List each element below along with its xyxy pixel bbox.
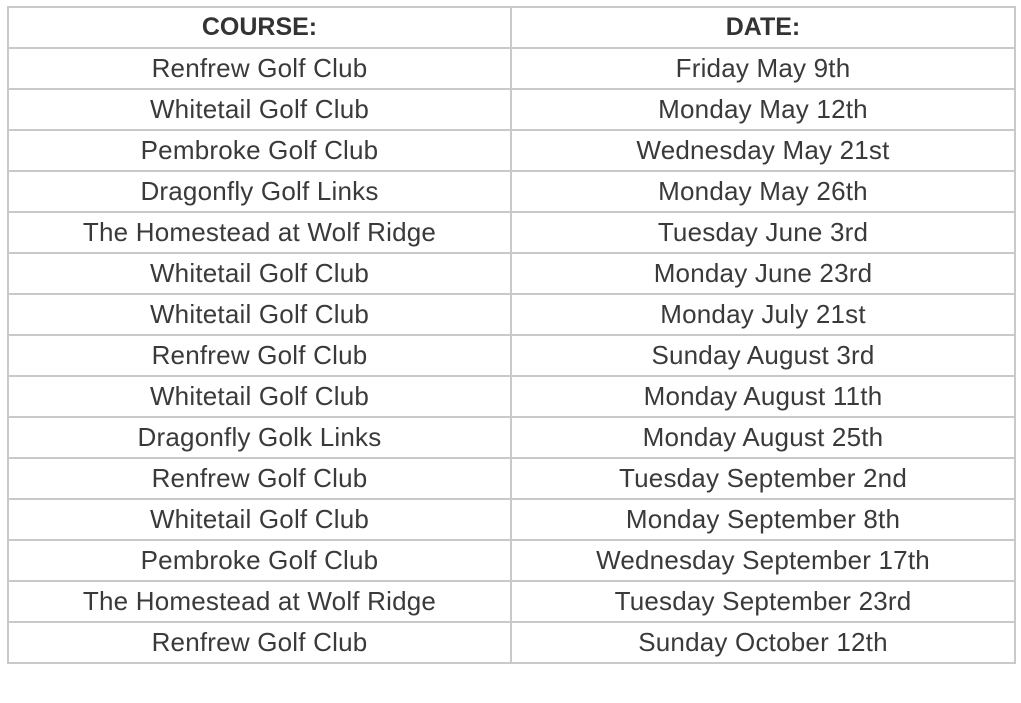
date-cell: Monday September 8th [511,499,1015,540]
table-row [8,130,1015,171]
schedule-table [7,6,1016,664]
course-cell: Whitetail Golf Club [8,253,511,294]
table-row [8,499,1015,540]
table-row [8,171,1015,212]
course-cell: The Homestead at Wolf Ridge [8,212,511,253]
table-header [8,7,1015,48]
table-body [8,48,1015,663]
course-cell: Dragonfly Golf Links [8,171,511,212]
course-column-header: COURSE: [8,7,511,48]
course-cell: Whitetail Golf Club [8,499,511,540]
date-cell: Tuesday September 2nd [511,458,1015,499]
table-row [8,581,1015,622]
date-cell: Friday May 9th [511,48,1015,89]
table-row [8,212,1015,253]
course-cell: The Homestead at Wolf Ridge [8,581,511,622]
date-cell: Sunday August 3rd [511,335,1015,376]
course-cell: Whitetail Golf Club [8,376,511,417]
table-row [8,376,1015,417]
course-cell: Renfrew Golf Club [8,335,511,376]
course-cell: Pembroke Golf Club [8,540,511,581]
table-row [8,540,1015,581]
date-cell: Tuesday September 23rd [511,581,1015,622]
header-row [8,7,1015,48]
date-cell: Wednesday September 17th [511,540,1015,581]
course-cell: Renfrew Golf Club [8,622,511,663]
course-cell: Pembroke Golf Club [8,130,511,171]
date-cell: Wednesday May 21st [511,130,1015,171]
table-row [8,417,1015,458]
course-cell: Renfrew Golf Club [8,458,511,499]
table-row [8,622,1015,663]
date-cell: Monday July 21st [511,294,1015,335]
date-cell: Monday May 26th [511,171,1015,212]
table-row [8,89,1015,130]
table-row [8,294,1015,335]
date-cell: Tuesday June 3rd [511,212,1015,253]
date-column-header: DATE: [511,7,1015,48]
table-row [8,335,1015,376]
date-cell: Monday August 11th [511,376,1015,417]
course-cell: Renfrew Golf Club [8,48,511,89]
course-cell: Whitetail Golf Club [8,294,511,335]
course-cell: Whitetail Golf Club [8,89,511,130]
table-row [8,48,1015,89]
date-cell: Monday May 12th [511,89,1015,130]
table-row [8,253,1015,294]
date-cell: Monday June 23rd [511,253,1015,294]
course-cell: Dragonfly Golk Links [8,417,511,458]
date-cell: Monday August 25th [511,417,1015,458]
table-row [8,458,1015,499]
date-cell: Sunday October 12th [511,622,1015,663]
